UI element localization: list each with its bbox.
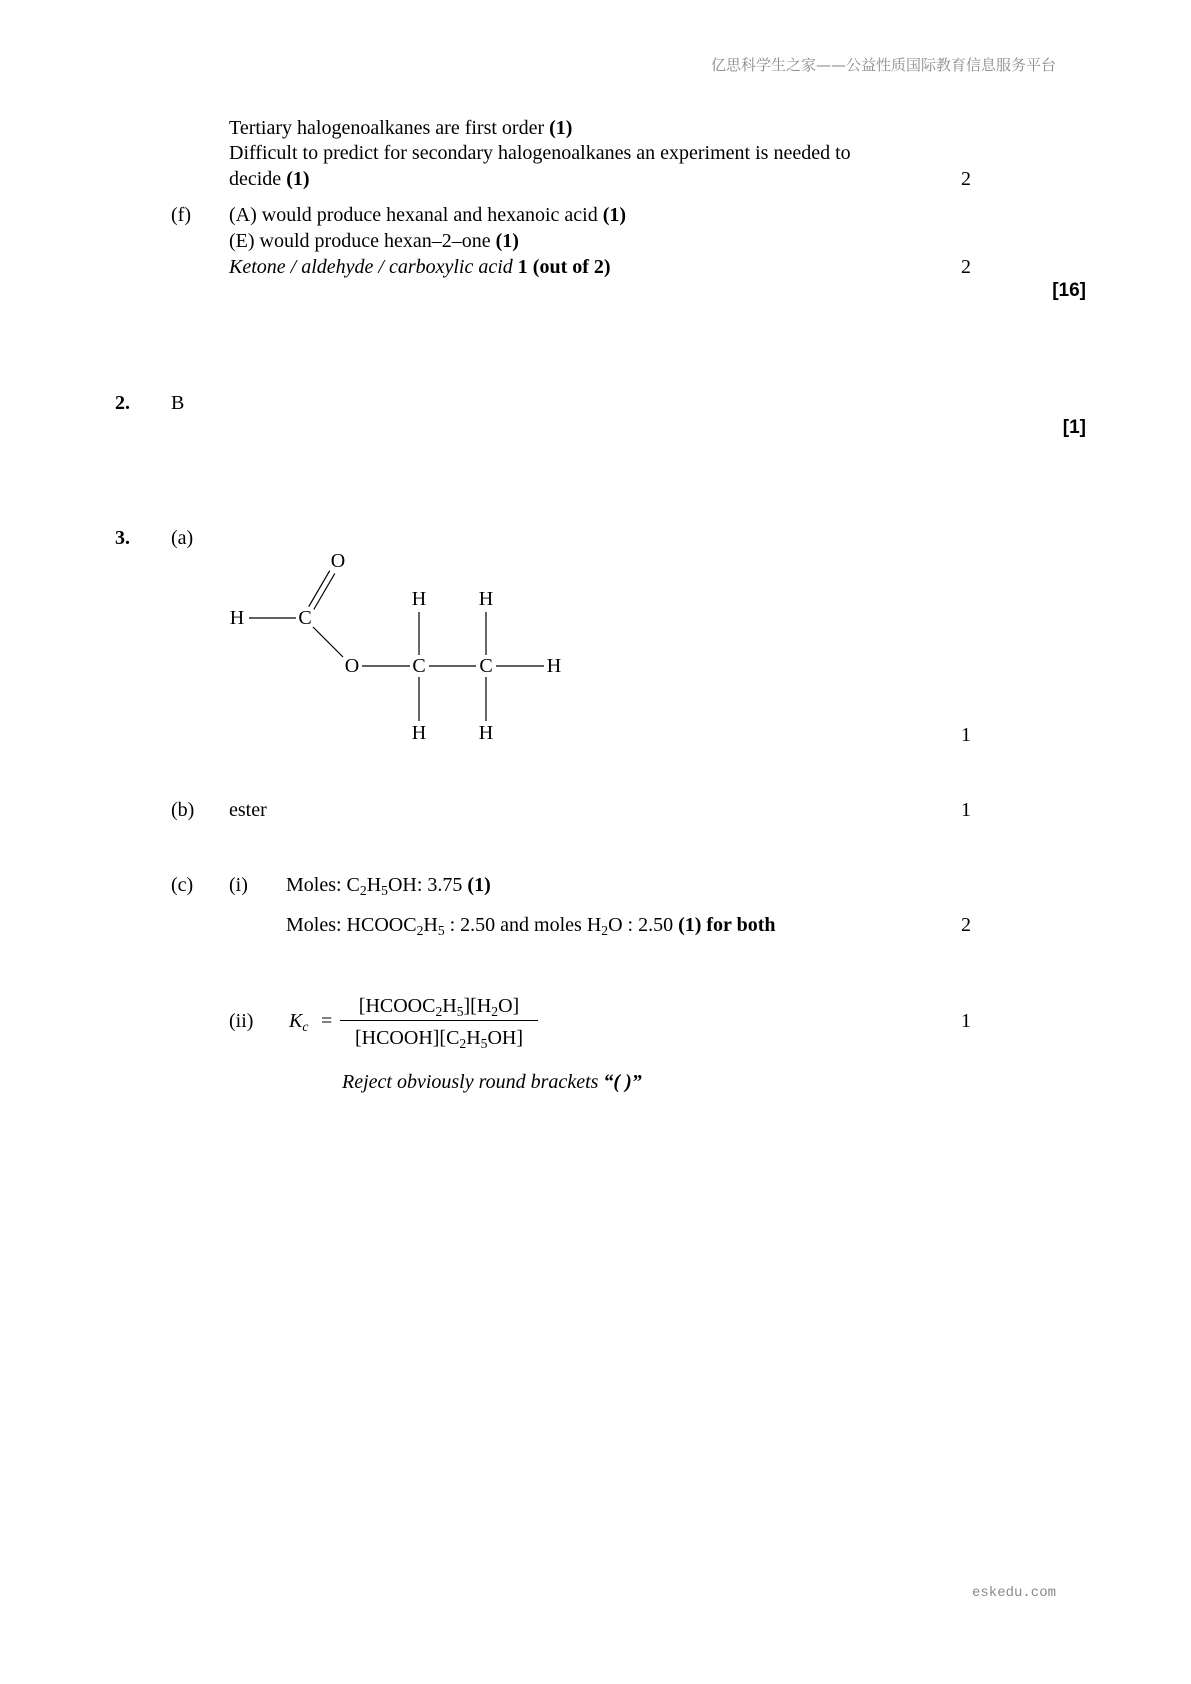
q1-f-marks: 2 <box>961 256 971 278</box>
q1-e-line-3 <box>229 167 310 191</box>
q3-b-marks: 1 <box>961 799 971 821</box>
q1-e-line-1 <box>229 116 572 140</box>
q1-e-line-3-text: decide <box>229 168 287 190</box>
kc-denominator <box>340 1021 538 1052</box>
q3-a-label: (a) <box>171 527 194 549</box>
text-run: H <box>466 1027 481 1049</box>
q3-b-answer: ester <box>229 799 267 821</box>
atom-c1: C <box>412 655 426 677</box>
atom-h-formyl: H <box>229 607 245 629</box>
q3-c-i-marks: 2 <box>961 914 971 936</box>
kc-symbol <box>289 1009 308 1033</box>
note-quote: “( )” <box>603 1071 642 1093</box>
q3-c-i-line-2 <box>286 913 775 937</box>
subscript: 5 <box>381 882 388 898</box>
atom-c-formyl: C <box>298 607 312 629</box>
equals-sign: = <box>321 1010 333 1032</box>
q3-a-marks: 1 <box>961 724 971 746</box>
q3-number: 3. <box>115 527 130 549</box>
text-run: [HCOOH][C <box>354 1027 460 1049</box>
q1-e-marks: 2 <box>961 168 971 190</box>
subscript: 2 <box>435 1003 443 1019</box>
kc-fraction <box>340 992 538 1052</box>
subscript: 5 <box>480 1035 488 1051</box>
q1-f-line-1 <box>229 203 626 227</box>
atom-h-c1-bottom: H <box>411 722 427 744</box>
q2-number: 2. <box>115 392 130 414</box>
q1-f-line-3-mark: 1 (out of 2) <box>512 256 611 278</box>
atom-h-c2-right: H <box>546 655 562 677</box>
atom-o-carbonyl: O <box>330 550 346 572</box>
q1-e-line-1-text: Tertiary halogenoalkanes are first order <box>229 117 550 139</box>
atom-h-c2-bottom: H <box>478 722 494 744</box>
text-run: ][H <box>463 995 492 1017</box>
q1-f-line-3 <box>229 255 611 279</box>
q1-f-line-2-text: (E) would produce hexan–2–one <box>229 230 496 252</box>
header-watermark: 亿思科学生之家——公益性质国际教育信息服务平台 <box>710 56 1056 74</box>
q1-f-label: (f) <box>171 204 191 226</box>
q3-c-ii-note <box>342 1070 642 1094</box>
text-run: Moles: HCOOC <box>286 914 417 936</box>
footer-site: eskedu.com <box>971 1585 1056 1601</box>
text-run: O : 2.50 <box>608 914 679 936</box>
subscript: 2 <box>491 1003 499 1019</box>
q3-c-i-label: (i) <box>229 874 248 896</box>
subscript: 2 <box>359 882 367 898</box>
atom-h-c1-top: H <box>411 588 427 610</box>
text-run: OH] <box>487 1027 524 1049</box>
structural-formula <box>200 540 580 750</box>
kc-numerator <box>340 992 538 1021</box>
q1-f-line-1-mark: (1) <box>602 204 627 226</box>
mark-annotation: (1) for both <box>678 914 776 936</box>
atom-o-ester: O <box>344 655 360 677</box>
q1-e-line-3-mark: (1) <box>286 168 310 190</box>
atom-c2: C <box>479 655 493 677</box>
subscript: 5 <box>437 922 445 938</box>
mark-annotation: (1) <box>467 874 491 896</box>
q1-f-line-3-text: Ketone / aldehyde / carboxylic acid <box>229 256 513 278</box>
q1-e-line-1-mark: (1) <box>549 117 573 139</box>
q2-answer: B <box>171 392 185 414</box>
text-run: H <box>423 914 438 936</box>
kc-symbol-letter: K <box>289 1010 303 1032</box>
q3-c-ii-marks: 1 <box>961 1010 971 1032</box>
q1-f-line-1-text: (A) would produce hexanal and hexanoic acid <box>229 204 603 226</box>
q1-f-line-2 <box>229 229 519 253</box>
atom-h-c2-top: H <box>478 588 494 610</box>
text-run: : 2.50 and moles H <box>444 914 602 936</box>
note-text: Reject obviously round brackets <box>342 1071 604 1093</box>
text-run: H <box>366 874 382 896</box>
text-run: OH: 3.75 <box>387 874 468 896</box>
q2-total-marks: [1] <box>1062 417 1086 438</box>
q1-e-line-2: Difficult to predict for secondary halogenoalkanes an experiment is needed to <box>229 142 851 164</box>
q3-c-label: (c) <box>171 874 194 896</box>
kc-symbol-subscript: c <box>302 1018 309 1034</box>
q3-c-ii-label: (ii) <box>229 1010 254 1032</box>
q3-c-i-line-1 <box>286 873 491 897</box>
text-run: H <box>442 995 457 1017</box>
q3-b-label: (b) <box>171 799 195 821</box>
q1-f-line-2-mark: (1) <box>495 230 519 252</box>
subscript: 5 <box>456 1003 464 1019</box>
subscript: 2 <box>416 922 424 938</box>
bond-c-o-ester <box>313 627 343 657</box>
text-run: O] <box>498 995 520 1017</box>
text-run: [HCOOC <box>358 995 436 1017</box>
subscript: 2 <box>601 922 609 938</box>
q1-total-marks: [16] <box>1052 280 1086 301</box>
subscript: 2 <box>459 1035 467 1051</box>
text-run: Moles: C <box>286 874 360 896</box>
